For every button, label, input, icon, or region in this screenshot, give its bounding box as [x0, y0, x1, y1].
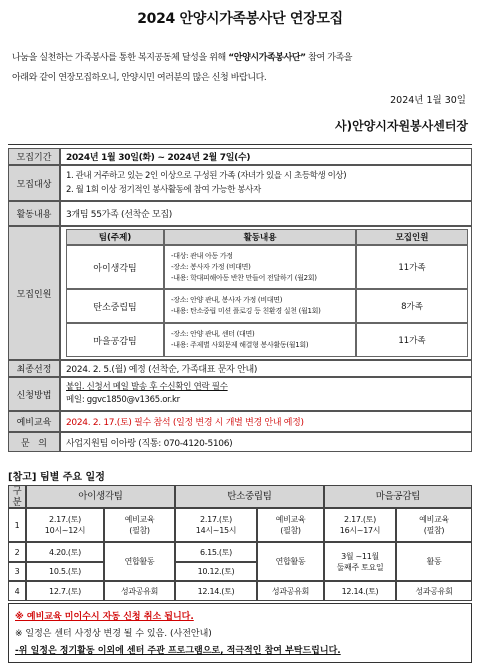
- content-label: 활동내용: [8, 201, 60, 226]
- target-value: 1. 관내 거주하고 있는 2인 이상으로 구성된 가족 (자녀가 있을 시 초등학생 이상) 2. 월 1회 이상 정기적인 봉사활동에 참여 가능한 봉사자: [60, 165, 472, 201]
- schedule-activity: 예비교육 (필참): [104, 508, 175, 542]
- team-name: 탄소중립팀: [66, 289, 164, 323]
- contact-value: 사업지원팀 이아랑 (직통: 070-4120-5106): [60, 432, 472, 452]
- schedule-date: 4.20.(토): [26, 542, 104, 562]
- recruit-header-count: 모집인원: [356, 229, 468, 245]
- team-name: 아이생각팀: [66, 245, 164, 289]
- schedule-activity: 예비교육 (필참): [396, 508, 472, 542]
- schedule-date: 2.17.(토) 10시~12시: [26, 508, 104, 542]
- schedule-date: 10.12.(토): [175, 562, 257, 581]
- contact-label: 문 의: [8, 432, 60, 452]
- note-participation: -위 일정은 정기활동 이외에 센터 주관 프로그램으로, 적극적인 참여 부탁드립니다.: [15, 646, 341, 656]
- divider: [8, 144, 472, 145]
- recruit-header-team: 팀(주제): [66, 229, 164, 245]
- apply-label: 신청방법: [8, 377, 60, 411]
- schedule-activity: 활동: [396, 542, 472, 581]
- row-number: 2: [8, 542, 26, 562]
- period-label: 모집기간: [8, 148, 60, 165]
- team-count: 11가족: [356, 323, 468, 357]
- row-number: 4: [8, 581, 26, 601]
- schedule-activity: 성과공유회: [104, 581, 175, 601]
- schedule-date: 2.17.(토) 14시~15시: [175, 508, 257, 542]
- apply-value: 붙임. 신청서 메일 발송 후 수신확인 연락 필수 메일: ggvc1850@v1365.or.kr: [60, 377, 472, 411]
- schedule-header-category: 구분: [8, 485, 26, 508]
- recruit-header-activity: 활동내용: [164, 229, 356, 245]
- team-name: 마을공감팀: [66, 323, 164, 357]
- team-activities: -장소: 안양 관내, 센터 (대면) -내용: 주제별 사회문제 해결형 봉사활동(월1회): [164, 323, 356, 357]
- organization-name: 사)안양시자원봉사센터장: [335, 119, 468, 133]
- team-activities: -대상: 관내 아동 가정 -장소: 봉사자 가정 (비대면) -내용: 학대피해아동 반찬 만들어 전달하기 (월2회): [164, 245, 356, 289]
- schedule-header-team: 탄소중립팀: [175, 485, 324, 508]
- target-label: 모집대상: [8, 165, 60, 201]
- content-value: 3개팀 55가족 (선착순 모집): [60, 201, 472, 226]
- recruit-label: 모집인원: [8, 226, 60, 360]
- schedule-date: 6.15.(토): [175, 542, 257, 562]
- schedule-activity: 예비교육 (필참): [257, 508, 324, 542]
- edu-value: 2024. 2. 17.(토) 필수 참석 (일정 변경 시 개별 변경 안내 예정): [60, 411, 472, 432]
- schedule-activity: 성과공유회: [257, 581, 324, 601]
- schedule-date: 2.17.(토) 16시~17시: [324, 508, 396, 542]
- schedule-date: 12.14.(토): [175, 581, 257, 601]
- period-value: 2024년 1월 30일(화) ~ 2024년 2월 7일(수): [60, 148, 472, 165]
- team-count: 8가족: [356, 289, 468, 323]
- team-activities: -장소: 안양 관내, 봉사자 가정 (비대면) -내용: 탄소중립 미션 플로깅 등 친환경 실천 (월1회): [164, 289, 356, 323]
- schedule-header-team: 아이생각팀: [26, 485, 175, 508]
- schedule-date: 12.7.(토): [26, 581, 104, 601]
- schedule-date: 10.5.(토): [26, 562, 104, 581]
- schedule-activity: 성과공유회: [396, 581, 472, 601]
- notes-box: [8, 603, 472, 663]
- note-cancel: ※ 예비교육 미이수시 자동 신청 취소 됩니다.: [15, 612, 194, 622]
- team-count: 11가족: [356, 245, 468, 289]
- intro-text: 나눔을 실천하는 가족봉사를 통한 복지공동체 달성을 위해 “안양시가족봉사단” 참여 가족을 아래와 같이 연장모집하오니, 안양시민 여러분의 많은 신청 바랍니다.: [12, 53, 353, 83]
- schedule-header-team: 마을공감팀: [324, 485, 472, 508]
- schedule-date: 3월 ~11월 둘째주 토요일: [324, 542, 396, 581]
- edu-label: 예비교육: [8, 411, 60, 432]
- notice-date: 2024년 1월 30일: [390, 95, 466, 106]
- page-title: 2024 안양시가족봉사단 연장모집: [137, 11, 343, 27]
- note-change: ※ 일정은 센터 사정상 변경 될 수 있음. (사전안내): [15, 629, 212, 639]
- row-number: 1: [8, 508, 26, 542]
- schedule-section-title: [참고] 팀별 주요 일정: [8, 472, 105, 483]
- final-value: 2024. 2. 5.(월) 예정 (선착순, 가족대표 문자 안내): [60, 360, 472, 377]
- final-label: 최종선정: [8, 360, 60, 377]
- row-number: 3: [8, 562, 26, 581]
- schedule-activity: 연합활동: [257, 542, 324, 581]
- schedule-activity: 연합활동: [104, 542, 175, 581]
- schedule-date: 12.14.(토): [324, 581, 396, 601]
